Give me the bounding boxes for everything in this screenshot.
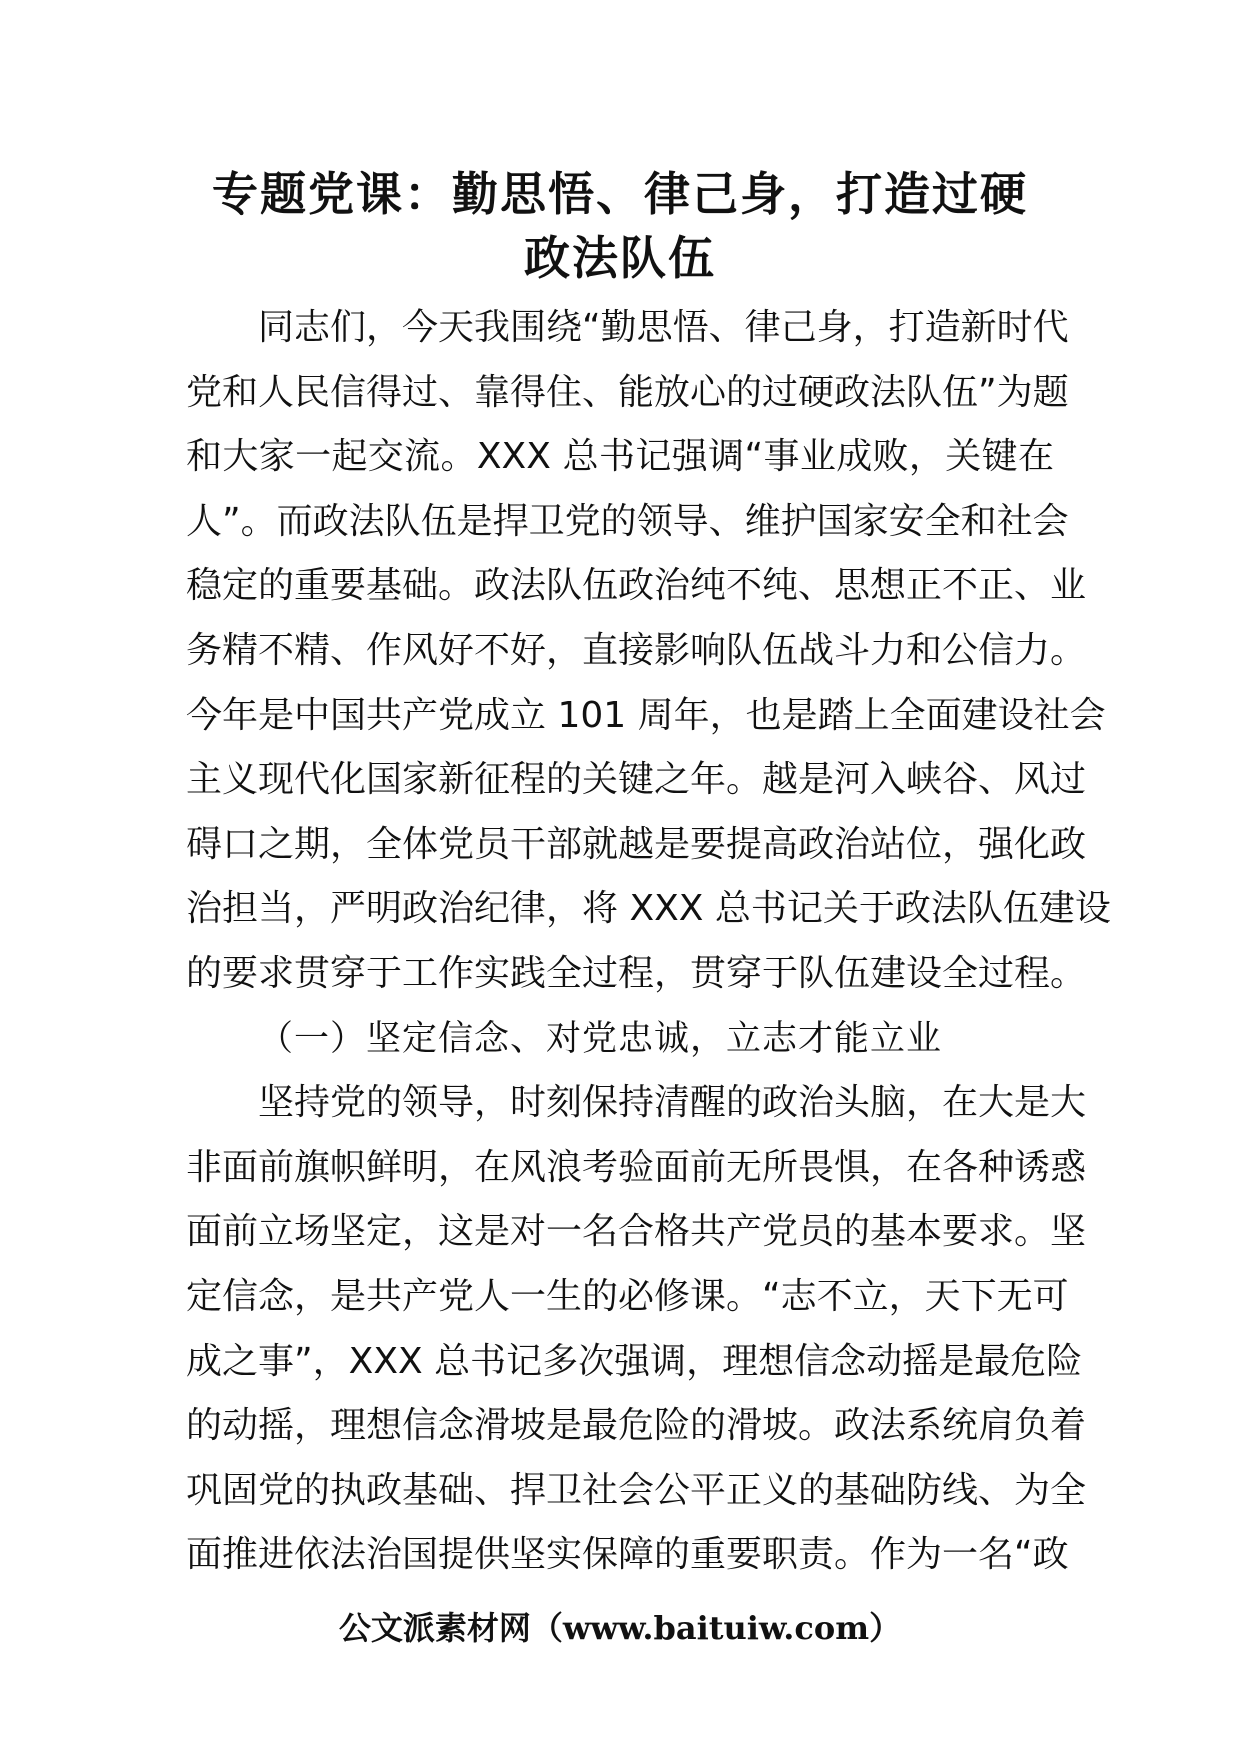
document-body	[186, 296, 1111, 1588]
text-line: 的要求贯穿于工作实践全过程，贯穿于队伍建设全过程。	[186, 952, 1087, 994]
text-line: 面前立场坚定，这是对一名合格共产党员的基本要求。坚	[186, 1211, 1087, 1253]
text-line: 巩固党的执政基础、捍卫社会公平正义的基础防线、为全	[186, 1469, 1087, 1511]
document-title	[150, 162, 1090, 290]
text-line: 主义现代化国家新征程的关键之年。越是河入峡谷、风过	[186, 759, 1087, 801]
text-line: 碍口之期，全体党员干部就越是要提高政治站位，强化政	[186, 823, 1087, 865]
paragraph-section-one	[186, 1071, 1087, 1588]
text-line: 稳定的重要基础。政法队伍政治纯不纯、思想正不正、业	[186, 565, 1087, 607]
text-line: 面推进依法治国提供坚实保障的重要职责。作为一名“政	[186, 1534, 1069, 1576]
text-line: 治担当，严明政治纪律，将 XXX 总书记关于政法队伍建设	[186, 888, 1111, 930]
text-line: 非面前旗帜鲜明，在风浪考验面前无所畏惧，在各种诱惑	[186, 1146, 1087, 1188]
title-line-2: 政法队伍	[524, 231, 716, 285]
text-line: 今年是中国共产党成立 101 周年，也是踏上全面建设社会	[186, 694, 1106, 736]
text-line: 的动摇，理想信念滑坡是最危险的滑坡。政法系统肩负着	[186, 1405, 1087, 1447]
text-line: 和大家一起交流。XXX 总书记强调“事业成败，关键在	[186, 436, 1054, 478]
text-line: 人”。而政法队伍是捍卫党的领导、维护国家安全和社会	[186, 500, 1069, 542]
text-line: 成之事”，XXX 总书记多次强调，理想信念动摇是最危险	[186, 1340, 1083, 1382]
page-footer: 公文派素材网（www.baituiw.com）	[338, 1609, 902, 1647]
text-line: 坚持党的领导，时刻保持清醒的政治头脑，在大是大	[258, 1082, 1087, 1124]
title-line-1: 专题党课：勤思悟、律己身，打造过硬	[212, 167, 1028, 221]
text-line: 同志们，今天我围绕“勤思悟、律己身，打造新时代	[258, 307, 1069, 348]
text-line: 定信念，是共产党人一生的必修课。“志不立，天下无可	[186, 1275, 1069, 1317]
text-line: 务精不精、作风好不好，直接影响队伍战斗力和公信力。	[186, 629, 1087, 671]
section-heading: （一）坚定信念、对党忠诚，立志才能立业	[258, 1018, 943, 1059]
paragraph-intro	[186, 296, 1111, 1007]
text-line: 党和人民信得过、靠得住、能放心的过硬政法队伍”为题	[186, 371, 1069, 413]
